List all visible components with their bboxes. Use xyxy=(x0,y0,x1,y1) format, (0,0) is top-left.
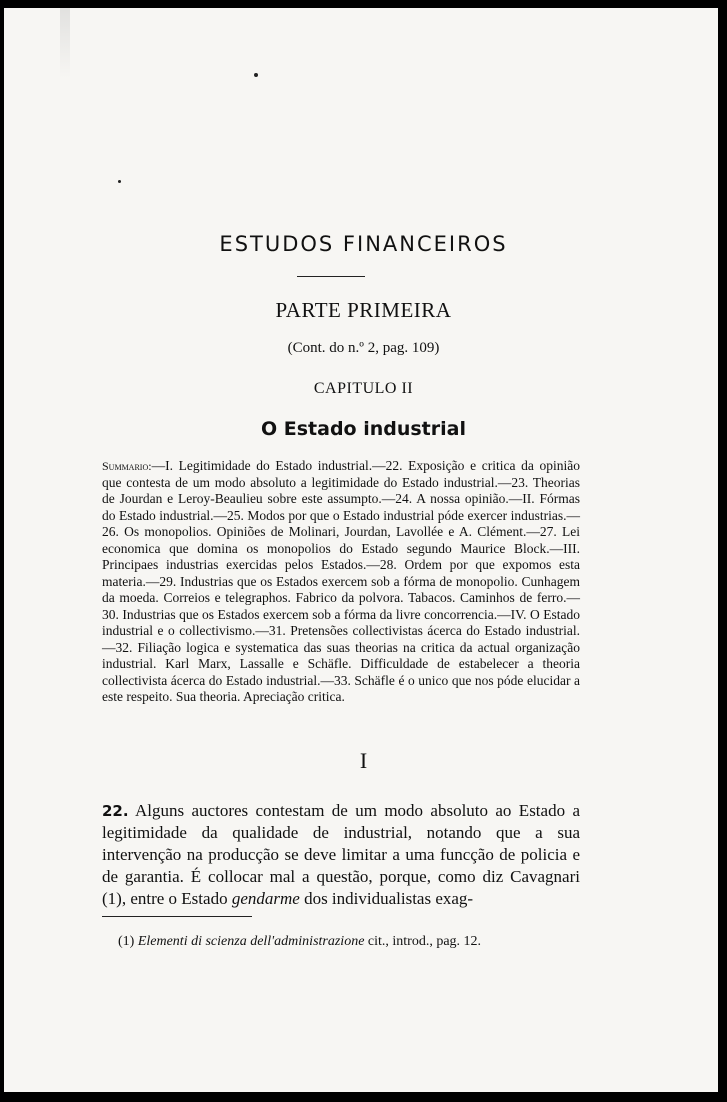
paragraph-italic: gendarme xyxy=(231,889,300,908)
summary-text: —I. Legitimidade do Estado industrial.—22. Exposição e critica da opinião que contesta de um modo absoluto a legitimidade do Estado industrial.—23. Theorias de Jourdan e Leroy-Beaulieu sobre este assumpto.—24. A nossa opinião.—II. Fórmas do Estado industrial.—25. Modos por que o Estado industrial póde exercer industrias.—26. Os monopolios. Opiniões de Molinari, Jourdan, Lavollée e A. Clément.—27. Lei economica que domina os monopolios do Estado segundo Maurice Block.—III. Principaes industrias exercidas pelos Estados.—28. Ordem por que expomos esta materia.—29. Industrias que os Estados exercem sob a fórma de monopolio. Cunhagem da moeda. Correios e telegraphos. Fabrico da polvora. Tabacos. Caminhos de ferro.—30. Industrias que os Estados exercem sob a fórma da livre concorrencia.—IV. O Estado industrial e o collectivismo.—31. Pretensões collectivistas ácerca do Estado industrial. —32. Filiação logica e systematica das suas theorias na critica da actual organização industrial. Karl Marx, Lassalle e Schäfle. Difficuldade de estabelecer a theoria collectivista ácerca do Estado industrial.—33. Schäfle é o unico que nos póde elucidar a este respeito. Sua theoria. Apreciação critica. xyxy=(102,458,580,704)
footnote-title: Elementi di scienza dell'administrazione xyxy=(137,934,365,949)
scan-shadow xyxy=(60,8,70,78)
body-paragraph xyxy=(102,800,580,910)
ink-speck xyxy=(118,180,121,183)
paragraph-number: 22. xyxy=(102,802,129,820)
summary-lead: Summario: xyxy=(102,459,152,473)
chapter-heading: CAPITULO II xyxy=(313,380,414,397)
paragraph-text-a: Alguns auctores contestam de um modo absoluto ao Estado a legitimidade da qualidade de industrial, notando que a sua intervenção na producção se deve limitar a uma funcção de policia e de garantia. É collocar mal a questão, porque, como diz Cavagnari (1), entre o Estado xyxy=(102,801,580,908)
journal-title: ESTUDOS FINANCEIROS xyxy=(219,232,508,256)
title-rule xyxy=(297,276,365,277)
section-title: O Estado industrial xyxy=(260,418,466,440)
footnote-rest: cit., introd., pag. 12. xyxy=(364,934,482,949)
continuation-note: (Cont. do n.º 2, pag. 109) xyxy=(287,340,440,356)
footnote-marker: (1) xyxy=(118,934,135,949)
footnote xyxy=(118,934,580,950)
footnote-rule xyxy=(102,916,252,917)
section-roman-numeral: I xyxy=(359,748,368,773)
ink-speck xyxy=(254,73,258,77)
part-heading: PARTE PRIMEIRA xyxy=(275,298,452,322)
summary-block xyxy=(102,458,580,706)
paragraph-text-b: dos individualistas exag- xyxy=(299,889,474,908)
